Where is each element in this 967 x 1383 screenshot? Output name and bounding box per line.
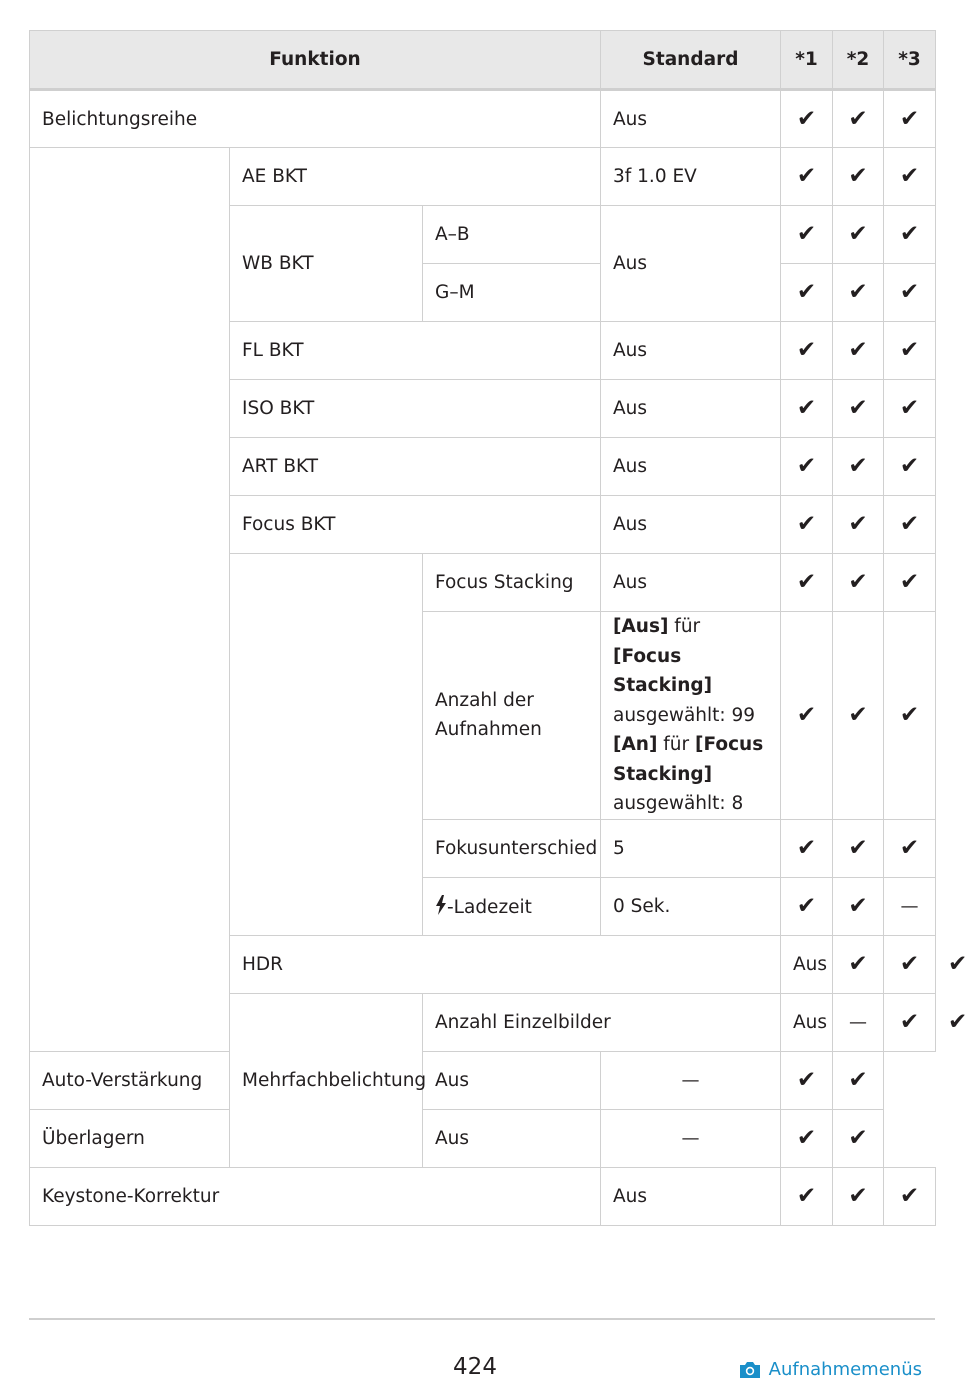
row-label: Mehrfachbelichtung [230,993,423,1167]
check-icon: ✔ [899,834,920,861]
check-icon: ✔ [848,834,868,861]
row-standard: Aus [601,90,781,148]
check-icon: ✔ [848,569,868,595]
row-standard: Aus [601,554,781,612]
header-funktion: Funktion [30,31,601,90]
check-icon: ✔ [796,279,817,305]
row-standard: Aus [601,438,781,496]
check-icon: ✔ [848,892,868,919]
row-sublabel: Anzahl Einzelbilder [423,993,781,1051]
row-standard: Aus [601,206,781,322]
check-icon: ✔ [796,569,817,595]
check-icon: ✔ [899,105,920,132]
section-link[interactable] [738,1359,922,1380]
bold-text: [Focus Stacking] [613,734,764,785]
check-icon: ✔ [848,453,868,479]
check-icon: ✔ [848,105,868,132]
bold-text: [Focus Stacking] [613,645,713,696]
section-link-label: Aufnahmemenüs [768,1359,922,1380]
row-sublabel: Anzahl der Aufnahmen [423,612,601,820]
check-icon: ✔ [848,950,868,977]
row-sublabel: Fokusunterschied [423,819,601,877]
check-icon: ✔ [899,279,920,305]
camera-icon [738,1360,762,1380]
row-standard: Aus [601,322,781,380]
check-icon: ✔ [899,1008,920,1035]
row-sublabel [423,877,601,935]
text: ausgewählt: 8 [613,793,744,814]
check-icon: ✔ [899,701,920,728]
text: ausgewählt: 99 [613,704,756,726]
row-standard: Aus [781,993,833,1051]
check-icon: ✔ [796,1124,817,1151]
check-icon: ✔ [848,511,868,537]
check-icon: ✔ [796,105,817,132]
check-icon: ✔ [899,511,920,537]
check-icon: ✔ [796,834,817,861]
check-icon: ✔ [848,395,868,421]
check-icon: ✔ [848,1124,868,1151]
row-label: ART BKT [230,438,601,496]
check-icon: ✔ [848,221,868,247]
row-label: ISO BKT [230,380,601,438]
row-standard: Aus [601,496,781,554]
dash-icon: — [849,1011,867,1033]
check-icon: ✔ [796,1182,817,1209]
check-icon: ✔ [796,453,817,479]
row-sublabel: G–M [423,264,601,322]
row-standard: Aus [781,935,833,993]
row-label: AE BKT [230,148,601,206]
check-icon: ✔ [899,453,920,479]
check-icon: ✔ [848,1182,868,1209]
header-col1: *1 [781,31,833,90]
row-standard: 0 Sek. [601,877,781,935]
row-standard [601,612,781,820]
row-label: Belichtungsreihe [30,90,601,148]
check-icon: ✔ [948,1008,967,1035]
check-icon: ✔ [899,163,920,189]
footer-divider [29,1318,935,1320]
table-row [30,148,936,206]
row-standard: Aus [423,1109,601,1167]
row-sublabel: Überlagern [30,1109,423,1167]
check-icon: ✔ [796,395,817,421]
settings-table [29,30,967,1226]
row-standard: Aus [423,1051,601,1109]
check-icon: ✔ [848,701,868,728]
ladezeit-label: -Ladezeit [447,896,532,918]
check-icon: ✔ [899,569,920,595]
check-icon: ✔ [796,337,817,363]
page-number: 424 [453,1354,497,1380]
check-icon: ✔ [848,163,868,189]
row-standard: Aus [601,380,781,438]
table-row [30,1109,936,1167]
check-icon: ✔ [899,395,920,421]
flash-icon [435,895,447,915]
dash-icon: — [681,1069,700,1091]
row-sublabel: Focus Stacking [423,554,601,612]
check-icon: ✔ [796,163,817,189]
row-standard: Aus [601,1167,781,1225]
check-icon: ✔ [899,950,920,977]
bold-text: [An] [613,734,658,755]
dash-icon: — [681,1127,700,1149]
check-icon: ✔ [796,1066,817,1093]
check-icon: ✔ [796,892,817,919]
row-sublabel: A–B [423,206,601,264]
check-icon: ✔ [848,279,868,305]
bold-text: [Aus] [613,616,669,637]
row-label: WB BKT [230,206,423,322]
indent-cell [30,148,230,1052]
dash-icon: — [900,895,919,917]
check-icon: ✔ [948,950,967,977]
table-row [30,90,936,148]
header-col2: *2 [833,31,884,90]
check-icon: ✔ [848,1066,868,1093]
indent-cell [230,554,423,936]
row-standard: 3f 1.0 EV [601,148,781,206]
check-icon: ✔ [848,337,868,363]
check-icon: ✔ [899,1182,920,1209]
row-standard: 5 [601,819,781,877]
row-label: Keystone-Korrektur [30,1167,601,1225]
check-icon: ✔ [899,337,920,363]
text: für [668,616,701,637]
table-row [30,1051,936,1109]
header-col3: *3 [884,31,936,90]
table-row [30,1167,936,1225]
check-icon: ✔ [899,221,920,247]
text: für [657,734,696,755]
check-icon: ✔ [796,511,817,537]
header-standard: Standard [601,31,781,90]
check-icon: ✔ [796,701,817,728]
header-row [30,31,936,90]
row-label: HDR [230,935,781,993]
row-label: FL BKT [230,322,601,380]
row-sublabel: Auto-Verstärkung [30,1051,423,1109]
check-icon: ✔ [796,221,817,247]
row-label: Focus BKT [230,496,601,554]
